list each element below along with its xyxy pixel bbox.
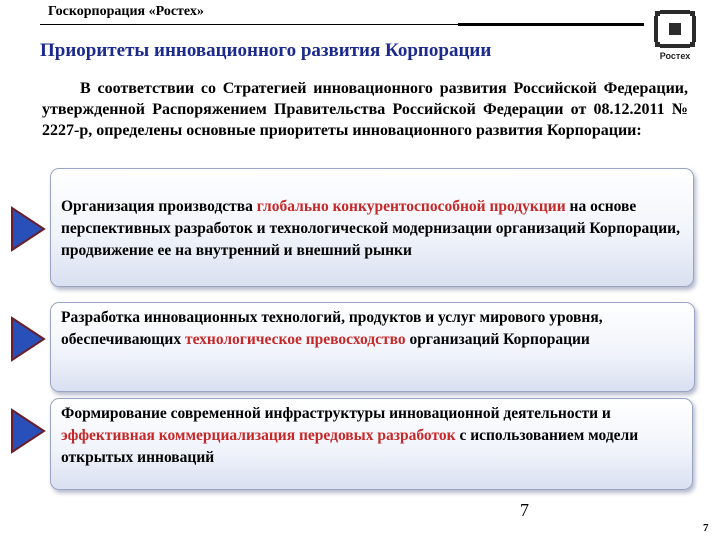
page-title: Приоритеты инновационного развития Корпорации [40,40,492,61]
priority-card-1 [50,168,694,287]
priority-2-text: Разработка инновационных технологий, продуктов и услуг мирового уровня, обеспечивающих [61,309,603,348]
logo-wordmark: Ростех [659,51,691,61]
priority-3-text-end: с использованием модели открытых инноваций [61,427,639,466]
triangle-arrow-icon [10,316,46,362]
priority-card-3 [50,398,693,490]
page-number-corner: 7 [703,522,709,534]
priority-2-text-end: организаций Корпорации [405,331,590,348]
priority-card-2 [50,302,695,392]
page-number: 7 [520,500,529,520]
intro-paragraph: В соответствии со Стратегией инновационного развития Российской Федерации, утвержденной Распоряжением Правительства Российской Федерации от 08.12.2011 № 2227-р, определены основные приоритеты инновационного развития Корпорации: [42,80,688,139]
priority-1-highlight: глобально конкурентоспособной продукции [256,198,566,215]
triangle-arrow-icon [10,206,46,252]
priority-1-text: Организация производства [61,198,257,215]
rostec-logo-icon [652,8,698,66]
priority-3-highlight: эффективная коммерциализация передовых разработок [61,427,456,444]
priority-1-text-end: на основе перспективных разработок и технологической модернизации организаций Корпорации, продвижение ее на внутренний и внешний рынки [61,198,680,259]
org-name: Госкорпорация «Ростех» [48,4,204,19]
priority-3-text: Формирование современной инфраструктуры инновационной деятельности и [61,405,611,422]
header-rule-accent [458,23,644,26]
priority-2-highlight: технологическое превосходство [184,331,406,348]
triangle-arrow-icon [10,408,46,454]
